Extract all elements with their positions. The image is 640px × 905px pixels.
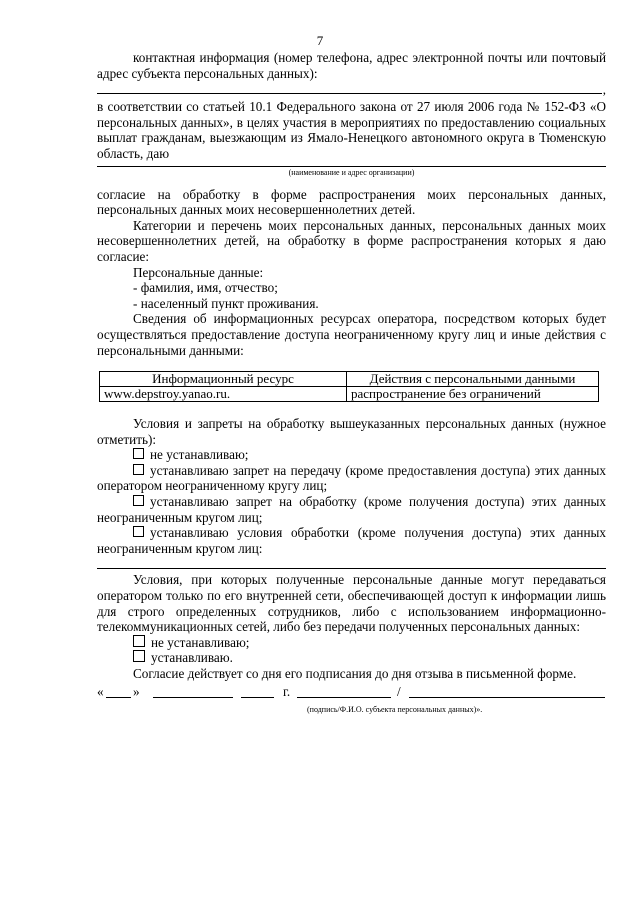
contact-line-comma: , (602, 82, 606, 98)
signature-line (97, 683, 606, 714)
day-blank[interactable] (106, 697, 131, 698)
conditions-paragraph: Условия и запреты на обработку вышеуказанных персональных данных (нужное отметить): (97, 416, 606, 447)
resource-link[interactable]: www.depstroy.yanao.ru. (100, 387, 347, 402)
organization-caption: (наименование и адрес организации) (288, 167, 415, 177)
option-ban-transfer: устанавливаю запрет на передачу (кроме предоставления доступа) этих данных оператором неограниченному кругу лиц; (97, 462, 606, 494)
contact-info-blank-line[interactable] (97, 81, 606, 98)
table-header-row (100, 372, 599, 387)
checkbox[interactable] (133, 635, 145, 647)
conditions-blank-line[interactable] (97, 556, 606, 570)
signature-slash: / (397, 683, 401, 699)
checkbox[interactable] (133, 464, 144, 475)
year-blank[interactable] (241, 697, 274, 698)
document-body (97, 50, 606, 714)
consent-paragraph: согласие на обработку в форме распространения моих персональных данных, персональных данных моих несовершеннолетних детей. (97, 186, 606, 218)
organization-blank-line[interactable] (97, 166, 606, 181)
personal-data-item: - населенный пункт проживания. (133, 295, 319, 311)
checkbox[interactable] (133, 650, 145, 662)
categories-paragraph: Категории и перечень моих персональных данных, персональных данных моих несовершеннолетних детей, на обработку в форме распространения которых я даю согласие: (97, 217, 606, 264)
personal-data-item: - фамилия, имя, отчество; (133, 280, 278, 296)
resources-table (99, 371, 599, 402)
table-header-cell: Информационный ресурс (100, 372, 347, 387)
resources-paragraph: Сведения об информационных ресурсах оператора, посредством которых будет осуществляться предоставление доступа неограниченному кругу лиц и иные действия с персональными данными: (97, 311, 606, 358)
option-not-set: не устанавливаю; (97, 447, 606, 463)
page-number: 7 (316, 33, 324, 48)
checkbox[interactable] (133, 495, 144, 506)
full-name-blank[interactable] (409, 697, 605, 698)
table-header-cell: Действия с персональными данными (347, 372, 599, 387)
signature-caption: (подпись/Ф.И.О. субъекта персональных данных)». (307, 704, 483, 714)
option2-not-set: не устанавливаю; (97, 635, 606, 651)
internal-network-paragraph: Условия, при которых полученные персональные данные могут передаваться оператором только по его внутренней сети, обеспечивающей доступ к информации лишь для строго определенных сотрудников, либо с использованием информационно-телекоммуникационных сетей, либо без передачи полученных персональных данных: (97, 572, 606, 635)
signature-blank[interactable] (297, 697, 391, 698)
validity-paragraph: Согласие действует со дня его подписания до дня отзыва в письменной форме. (133, 666, 577, 681)
personal-data-label: Персональные данные: (133, 264, 264, 280)
option-ban-processing: устанавливаю запрет на обработку (кроме получения доступа) этих данных неограниченным кругом лиц; (97, 494, 606, 525)
table-cell: распространение без ограничений (347, 387, 599, 402)
checkbox[interactable] (133, 448, 144, 459)
checkbox[interactable] (133, 526, 144, 537)
date-close-quote: » (133, 683, 140, 699)
table-row (100, 387, 599, 402)
option2-set: устанавливаю. (97, 650, 606, 666)
contact-info-paragraph: контактная информация (номер телефона, адрес электронной почты или почтовый адрес субъекта персональных данных): (97, 50, 606, 81)
date-open-quote: « (97, 683, 104, 699)
option-set-conditions: устанавливаю условия обработки (кроме получения доступа) этих данных неограниченным кругом лиц: (97, 525, 606, 556)
law-reference-paragraph: в соответствии со статьей 10.1 Федерального закона от 27 июля 2006 года № 152-ФЗ «О персональных данных», в целях участия в мероприятиях по предоставлению социальных выплат гражданам, выезжающим из Ямало-Ненецкого автономного округа в Тюменскую область, даю (97, 99, 606, 161)
month-blank[interactable] (153, 697, 233, 698)
year-suffix: г. (283, 683, 291, 699)
